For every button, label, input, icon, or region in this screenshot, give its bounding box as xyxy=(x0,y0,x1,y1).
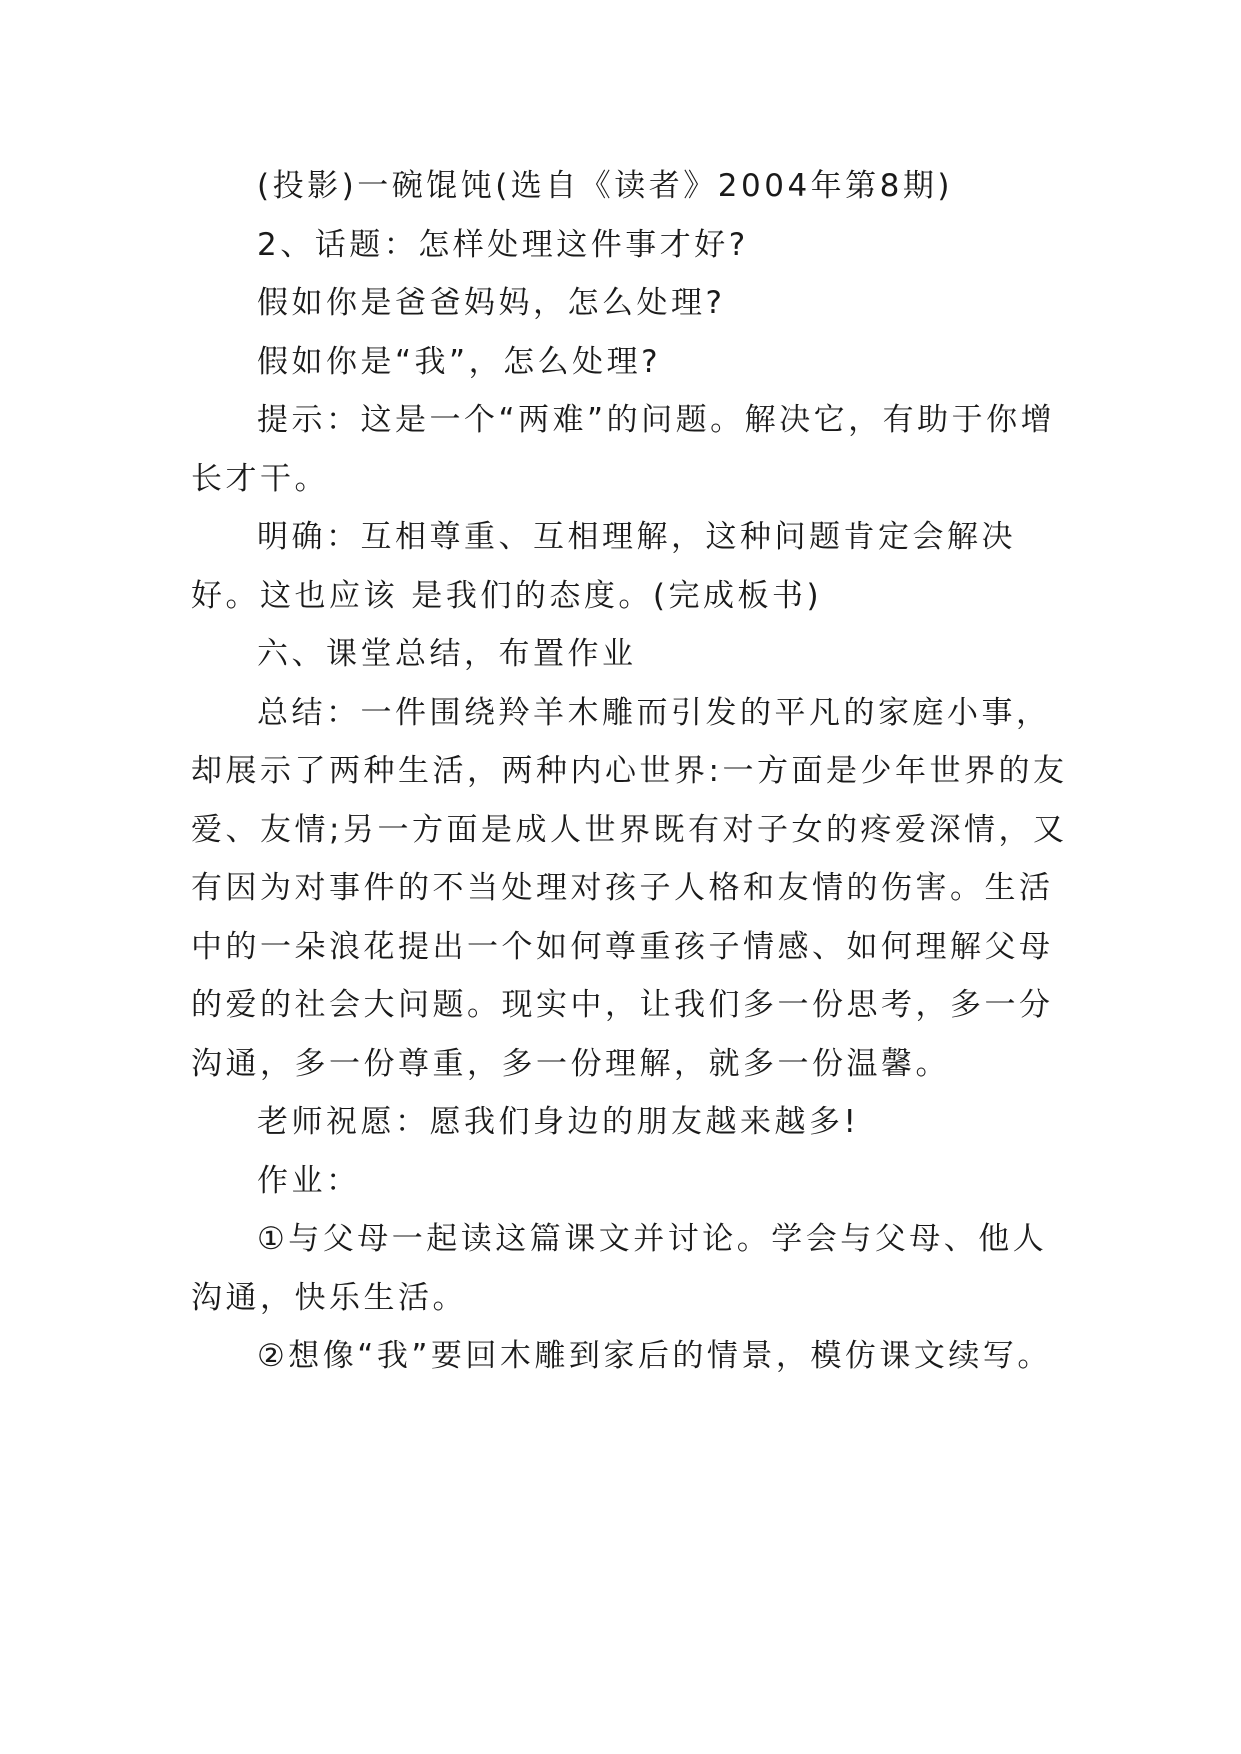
paragraph-teacher-wish: 老师祝愿：愿我们身边的朋友越来越多! xyxy=(257,1104,860,1140)
paragraph-summary: 总结：一件围绕羚羊木雕而引发的平凡的家庭小事，却展示了两种生活，两种内心世界:一方面是少年世界的友爱、友情;另一方面是成人世界既有对子女的疼爱深情，又有因为对事件的不当处理对孩子人格和友情的伤害。生活中的一朵浪花提出一个如何尊重孩子情感、如何理解父母的爱的社会大问题。现实中，让我们多一份思考，多一分沟通，多一份尊重，多一份理解，就多一份温馨。 xyxy=(191,694,1068,1082)
paragraph-homework-label: 作业： xyxy=(257,1162,361,1199)
list-item-homework-2: ②想像“我”要回木雕到家后的情景，模仿课文续写。 xyxy=(257,1338,1052,1374)
paragraph-question-me: 假如你是“我”，怎么处理? xyxy=(257,343,662,380)
list-item-homework-1: ①与父母一起读这篇课文并讨论。学会与父母、他人沟通，快乐生活。 xyxy=(191,1221,1048,1316)
paragraph-hint: 提示：这是一个“两难”的问题。解决它，有助于你增长才干。 xyxy=(191,402,1056,497)
paragraph-topic: 2、话题：怎样处理这件事才好? xyxy=(257,226,749,263)
paragraph-clarification: 明确：互相尊重、互相理解，这种问题肯定会解决好。这也应该 是我们的态度。(完成板书) xyxy=(191,519,1016,614)
document-body xyxy=(191,157,1071,1386)
paragraph-question-parents: 假如你是爸爸妈妈，怎么处理? xyxy=(257,285,726,321)
paragraph-projection-note: (投影)一碗馄饨(选自《读者》2004年第8期) xyxy=(257,168,953,204)
section-heading-summary: 六、课堂总结，布置作业 xyxy=(257,636,637,672)
